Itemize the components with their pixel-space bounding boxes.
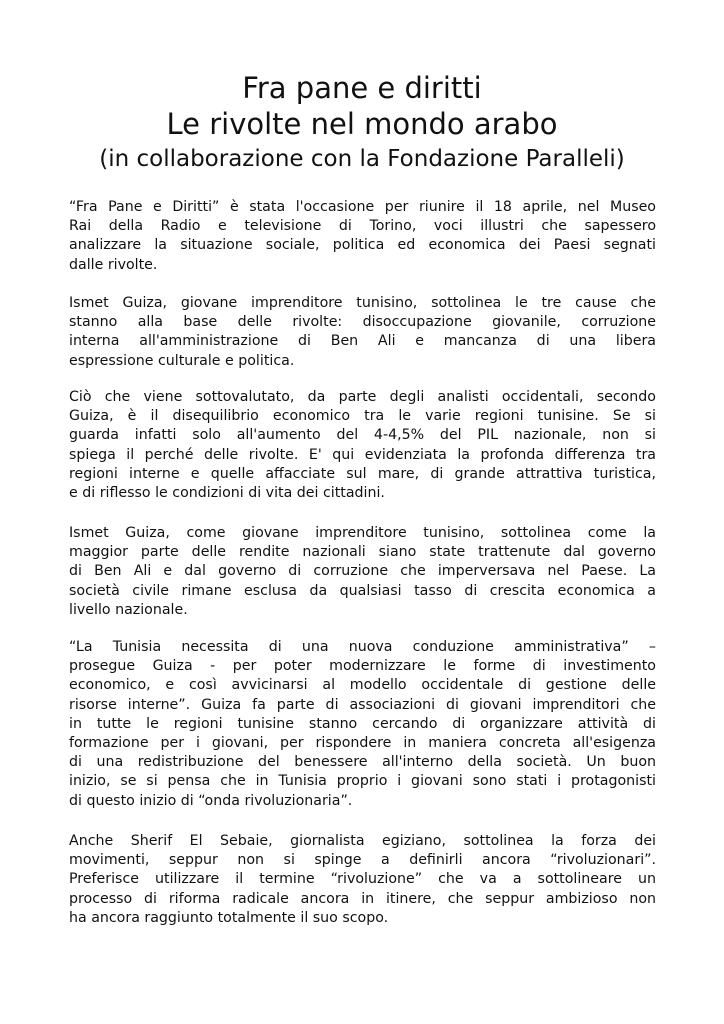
text-line: Ciò che viene sottovalutato, da parte degli analisti occidentali, secondo (69, 389, 656, 405)
text-line: movimenti, seppur non si spinge a definirli ancora “rivoluzionari”. (69, 852, 656, 869)
text-line: Ismet Guiza, giovane imprenditore tunisino, sottolinea le tre cause che (69, 295, 656, 311)
document-subtitle: Le rivolte nel mondo arabo (166, 107, 558, 141)
text-line: Ismet Guiza, come giovane imprenditore tunisino, sottolinea come la (69, 525, 656, 541)
text-line: stanno alla base delle rivolte: disoccupazione giovanile, corruzione (69, 314, 656, 331)
text-line: risorse interne”. Guiza fa parte di associazioni di giovani imprenditori che (69, 696, 656, 713)
text-line: ha ancora raggiunto totalmente il suo scopo. (69, 909, 389, 926)
paragraph-2 (69, 294, 656, 371)
text-line: livello nazionale. (69, 601, 188, 618)
text-line: processo di riforma radicale ancora in itinere, che seppur ambizioso non (69, 890, 656, 907)
text-line: “La Tunisia necessita di una nuova conduzione amministrativa” – (69, 639, 656, 655)
document-subtitle-note: (in collaborazione con la Fondazione Paralleli) (99, 146, 625, 172)
text-line: in tutte le regioni tunisine stanno cercando di organizzare attività di (69, 715, 656, 732)
text-line: guarda infatti solo all'aumento del 4-4,5% del PIL nazionale, non si (69, 427, 656, 444)
text-line: dalle rivolte. (69, 256, 158, 273)
paragraph-3 (69, 388, 656, 503)
text-line: Rai della Radio e televisione di Torino, voci illustri che sapessero (69, 218, 656, 235)
text-line: regioni interne e quelle affacciate sul mare, di grande attrattiva turistica, (69, 465, 656, 482)
text-line: prosegue Guiza - per poter modernizzare le forme di investimento (69, 658, 656, 675)
text-line: spiega il perché delle rivolte. E' qui evidenziata la profonda differenza tra (69, 446, 656, 463)
text-line: maggior parte delle rendite nazionali siano state trattenute dal governo (69, 544, 656, 561)
text-line: Preferisce utilizzare il termine “rivoluzione” che va a sottolineare un (69, 871, 656, 888)
text-line: analizzare la situazione sociale, politica ed economica dei Paesi segnati (69, 237, 656, 254)
text-line: Anche Sherif El Sebaie, giornalista egiziano, sottolinea la forza dei (69, 833, 656, 849)
document-title: Fra pane e diritti (242, 71, 482, 105)
paragraph-5 (69, 638, 656, 811)
text-line: interna all'amministrazione di Ben Ali e mancanza di una libera (69, 333, 656, 350)
paragraph-1 (69, 198, 656, 275)
text-line: di questo inizio di “onda rivoluzionaria”. (69, 792, 353, 809)
text-line: economico, e così avvicinarsi al modello occidentale di gestione delle (69, 677, 656, 694)
paragraph-4 (69, 524, 656, 620)
text-line: formazione per i giovani, per rispondere in maniera concreta all'esigenza (69, 735, 656, 752)
text-line: Guiza, è il disequilibrio economico tra le varie regioni tunisine. Se si (69, 408, 656, 425)
text-line: società civile rimane esclusa da qualsiasi tasso di crescita economica a (69, 582, 656, 599)
text-line: espressione culturale e politica. (69, 352, 295, 369)
text-line: e di riflesso le condizioni di vita dei cittadini. (69, 485, 385, 502)
paragraph-6 (69, 832, 656, 928)
text-line: di Ben Ali e dal governo di corruzione che imperversava nel Paese. La (69, 563, 656, 580)
text-line: inizio, se si pensa che in Tunisia proprio i giovani sono stati i protagonisti (69, 773, 656, 790)
text-line: “Fra Pane e Diritti” è stata l'occasione per riunire il 18 aprile, nel Museo (69, 199, 656, 215)
text-line: di una redistribuzione del benessere all'interno della società. Un buon (69, 754, 656, 771)
